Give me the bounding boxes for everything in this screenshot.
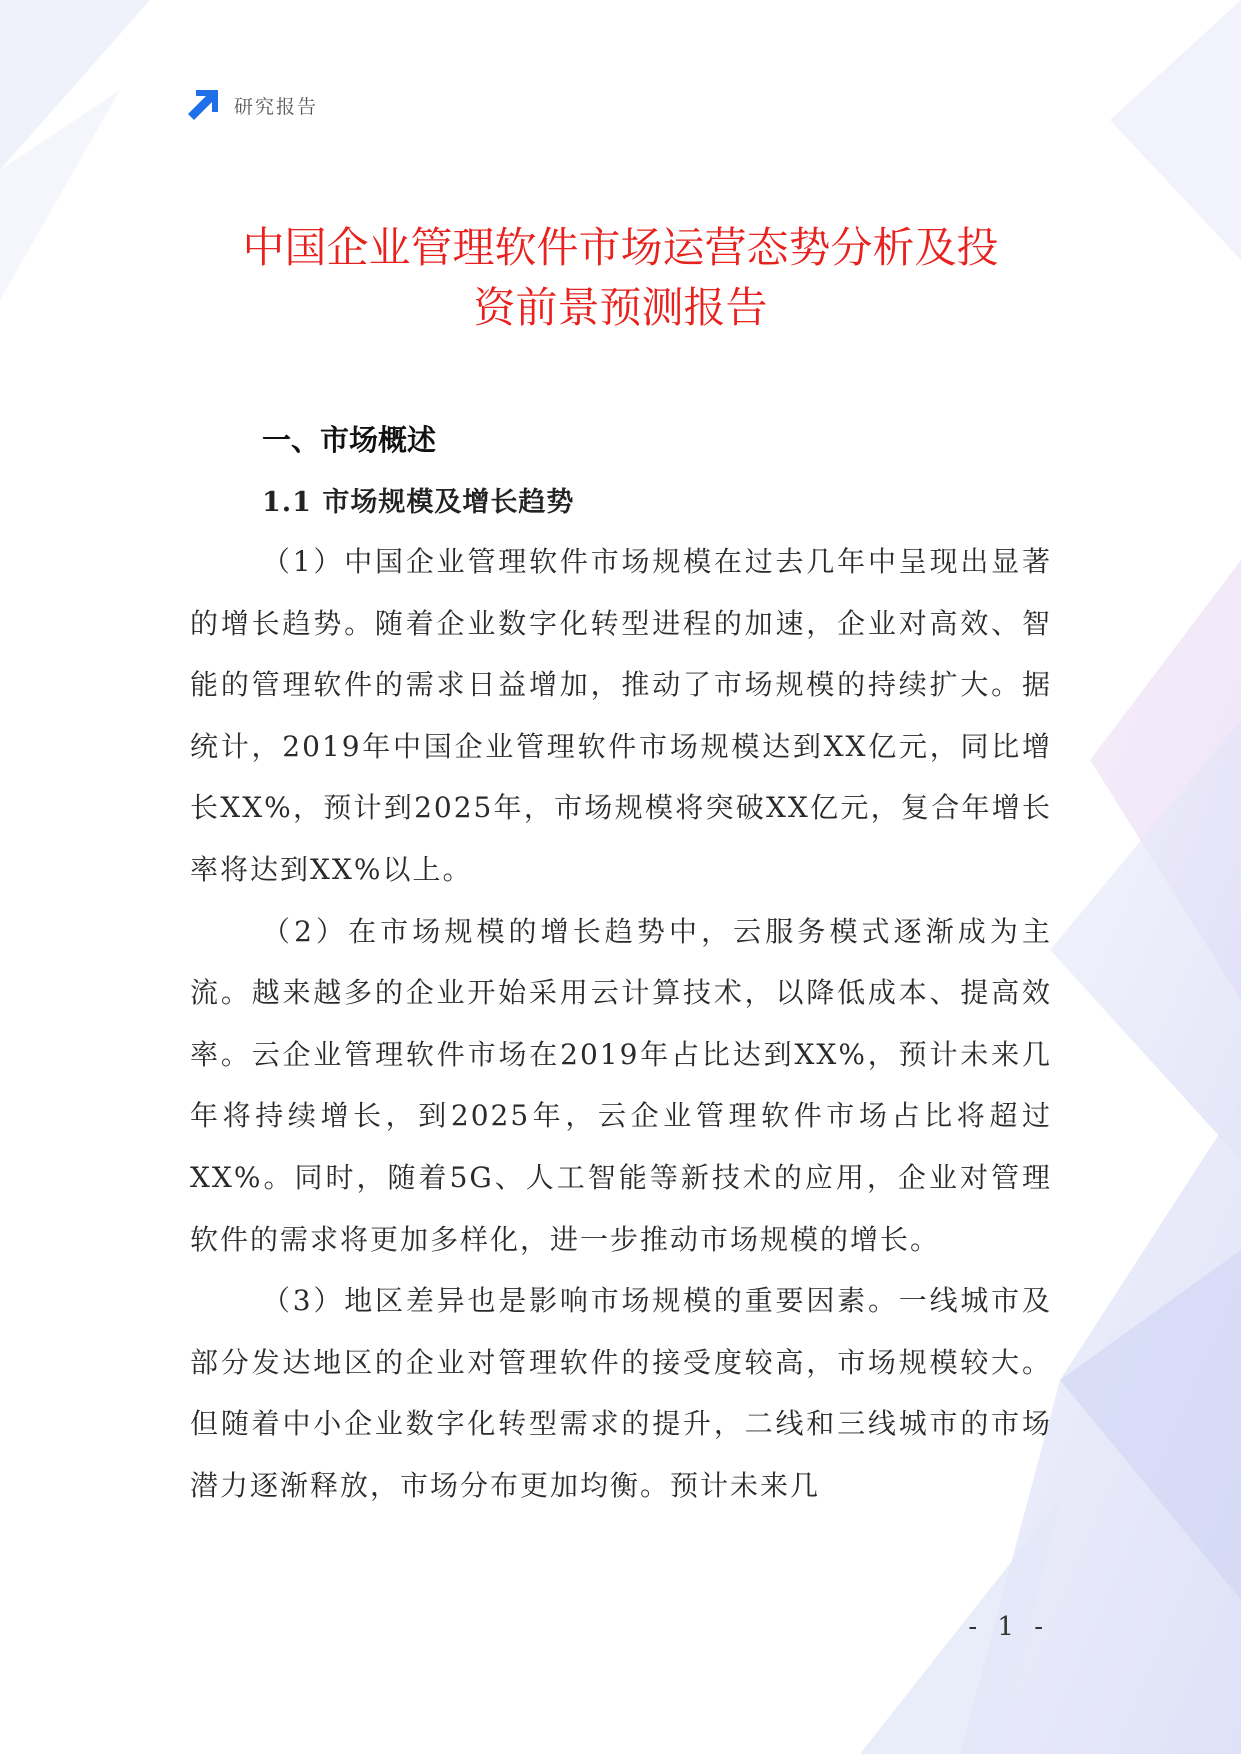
paragraph-1: （1）中国企业管理软件市场规模在过去几年中呈现出显著的增长趋势。随着企业数字化转型进程的加速，企业对高效、智能的管理软件的需求日益增加，推动了市场规模的持续扩大。据统计，2019年中国企业管理软件市场规模达到XX亿元，同比增长XX%，预计到2025年，市场规模将突破XX亿元，复合年增长率将达到XX%以上。 <box>190 545 1052 886</box>
page-number: - 1 - <box>968 1612 1049 1642</box>
report-title <box>150 218 1091 338</box>
report-header <box>186 88 318 122</box>
paragraph-2: （2）在市场规模的增长趋势中，云服务模式逐渐成为主流。越来越多的企业开始采用云计算技术，以降低成本、提高效率。云企业管理软件市场在2019年占比达到XX%，预计未来几年将持续增长，到2025年，云企业管理软件市场占比将超过XX%。同时，随着5G、人工智能等新技术的应用，企业对管理软件的需求将更加多样化，进一步推动市场规模的增长。 <box>190 914 1052 1256</box>
section-heading: 一、市场概述 <box>262 423 437 457</box>
paragraph-3: （3）地区差异也是影响市场规模的重要因素。一线城市及部分发达地区的企业对管理软件的接受度较高，市场规模较大。但随着中小企业数字化转型需求的提升，二线和三线城市的市场潜力逐渐释放，市场分布更加均衡。预计未来几 <box>190 1284 1052 1502</box>
header-label: 研究报告 <box>234 95 319 118</box>
arrow-up-right-icon <box>186 88 220 122</box>
sub-heading: 1.1 市场规模及增长趋势 <box>262 487 575 518</box>
report-title-line-2: 资前景预测报告 <box>473 283 768 332</box>
report-title-line-1: 中国企业管理软件市场运营态势分析及投 <box>242 223 999 272</box>
body-text <box>190 531 1052 1517</box>
